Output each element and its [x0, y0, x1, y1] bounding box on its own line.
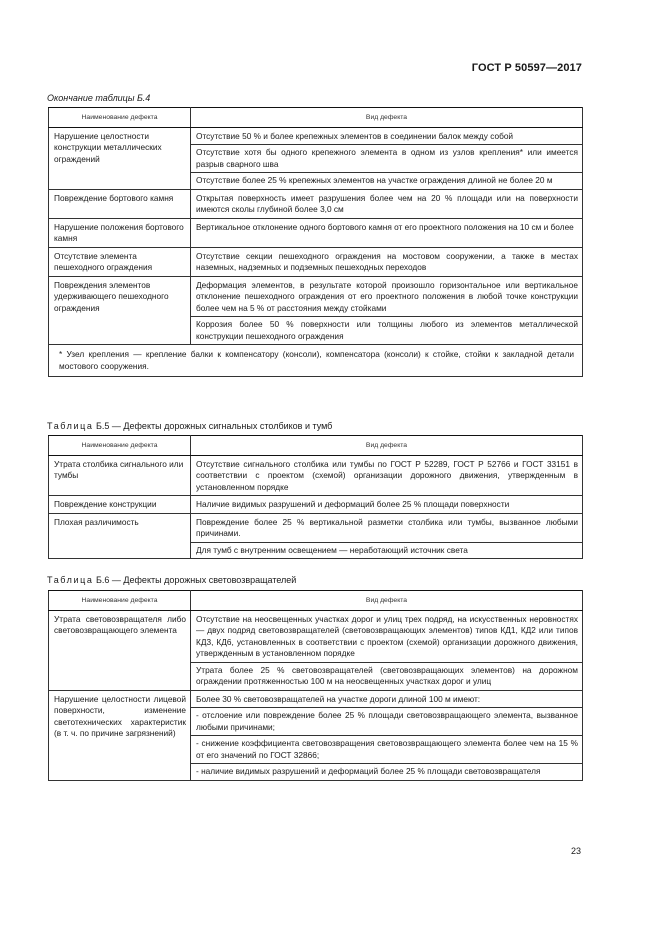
defect-description: Отсутствие на неосвещенных участках дорог и улиц трех подряд, на искусственных неровностях — двух подряд световозвращателей (световозвращающих элементов) типов КД1, КД2 или типов КД3, КД6, установленных в соответствии с проектом (схемой) организации дорожного движения, утвержденным в установленном порядке — [196, 613, 578, 658]
defect-description: Повреждение более 25 % вертикальной разметки столбика или тумбы, вызванное любыми причинами. — [196, 516, 578, 538]
table-b5-caption — [47, 421, 332, 431]
table-b4 — [48, 107, 583, 377]
column-header-name: Наименование дефекта — [49, 108, 191, 128]
table-b4-caption: Окончание таблицы Б.4 — [47, 93, 151, 103]
table-row — [49, 513, 583, 559]
table-row — [49, 455, 583, 496]
defect-description: Коррозия более 50 % поверхности или толщины любого из элементов металлической конструкции пешеходного ограждения — [191, 316, 582, 342]
table-b6 — [48, 590, 583, 781]
defect-description: Вертикальное отклонение одного бортового камня от его проектного положения на 10 см и более — [196, 221, 574, 232]
defect-description: - отслоение или повреждение более 25 % площади световозвращающего элемента, вызванное любыми причинами; — [191, 707, 582, 733]
table-word: Таблица — [47, 421, 94, 431]
defect-description: Для тумб с внутренним освещением — неработающий источник света — [191, 542, 582, 557]
table-row — [49, 610, 583, 690]
defect-name: Повреждение бортового камня — [49, 189, 191, 218]
defect-name: Отсутствие элемента пешеходного ограждения — [49, 247, 191, 276]
table-b6-caption — [47, 575, 296, 585]
table-b6-title: Б.6 — Дефекты дорожных световозвращателей — [96, 575, 297, 585]
defect-description: Отсутствие секции пешеходного ограждения на мостовом сооружении, а также в местах наземных, надземных и подземных пешеходных переходов — [196, 250, 578, 272]
defect-description: Утрата более 25 % световозвращателей (световозвращающих элементов) на дорожном ограждении протяженностью 100 м на неосвещенных участках дорог и улиц — [191, 662, 582, 688]
defect-name: Повреждение конструкции — [49, 496, 191, 514]
page-number: 23 — [570, 846, 581, 856]
defect-description: Отсутствие хотя бы одного крепежного элемента в одном из узлов крепления* или имеется разрыв сварного шва — [191, 144, 582, 170]
column-header-kind: Вид дефекта — [191, 108, 583, 128]
table-row — [49, 276, 583, 345]
defect-name: Нарушение целостности конструкции металлических ограждений — [49, 127, 191, 189]
column-header-kind: Вид дефекта — [191, 591, 583, 611]
defect-name: Нарушение положения бортового камня — [49, 218, 191, 247]
standard-code: ГОСТ Р 50597—2017 — [471, 62, 582, 74]
defect-description: Открытая поверхность имеет разрушения более чем на 20 % площади или на поверхности имеются сколы глубиной более 3,0 см — [196, 192, 578, 214]
defect-name: Нарушение целостности лицевой поверхности, изменение светотехнических характеристик (в т. ч. по причине загрязнений) — [49, 690, 191, 780]
defect-description: - наличие видимых разрушений и деформаций более 25 % площади световозвращателя — [191, 763, 582, 778]
defect-description: Отсутствие более 25 % крепежных элементов на участке ограждения длиной не более 20 м — [191, 172, 582, 187]
defect-description: Более 30 % световозвращателей на участке дороги длиной 100 м имеют: — [196, 693, 481, 704]
column-header-name: Наименование дефекта — [49, 591, 191, 611]
table-row — [49, 218, 583, 247]
column-header-name: Наименование дефекта — [49, 436, 191, 456]
table-b5-title: Б.5 — Дефекты дорожных сигнальных столбиков и тумб — [96, 421, 333, 431]
table-row — [49, 247, 583, 276]
defect-description: Отсутствие сигнального столбика или тумбы по ГОСТ Р 52289, ГОСТ Р 52766 и ГОСТ 33151 в соответствии с проектом (схемой) организации дорожного движения, утвержденным в установленном порядке — [196, 458, 578, 492]
defect-description: Отсутствие 50 % и более крепежных элементов в соединении балок между собой — [196, 130, 514, 141]
table-footnote: * Узел крепления — крепление балки к компенсатору (консоли), компенсатора (консоли) к стойке, стойки к закладной детали мостового сооружения. — [49, 345, 583, 377]
table-b5 — [48, 435, 583, 559]
defect-name: Утрата световозвращателя либо световозвращающего элемента — [49, 610, 191, 690]
defect-name: Утрата столбика сигнального или тумбы — [49, 455, 191, 496]
defect-description: Наличие видимых разрушений и деформаций более 25 % площади поверхности — [196, 499, 510, 509]
table-row — [49, 690, 583, 780]
defect-name: Повреждения элементов удерживающего пешеходного ограждения — [49, 276, 191, 345]
table-row — [49, 189, 583, 218]
table-footnote-row — [49, 345, 583, 377]
table-word: Таблица — [47, 575, 94, 585]
defect-name: Плохая различимость — [49, 513, 191, 559]
table-row — [49, 496, 583, 514]
defect-description: - снижение коэффициента световозвращения световозвращающего элемента более чем на 15 % от его значений по ГОСТ 32866; — [191, 735, 582, 761]
column-header-kind: Вид дефекта — [191, 436, 583, 456]
table-row — [49, 127, 583, 189]
defect-description: Деформация элементов, в результате которой произошло горизонтальное или вертикальное отклонение пешеходного ограждения от его проектного положения в любой точке конструкции более чем на 5 % от расстояния между стойками — [196, 279, 578, 313]
